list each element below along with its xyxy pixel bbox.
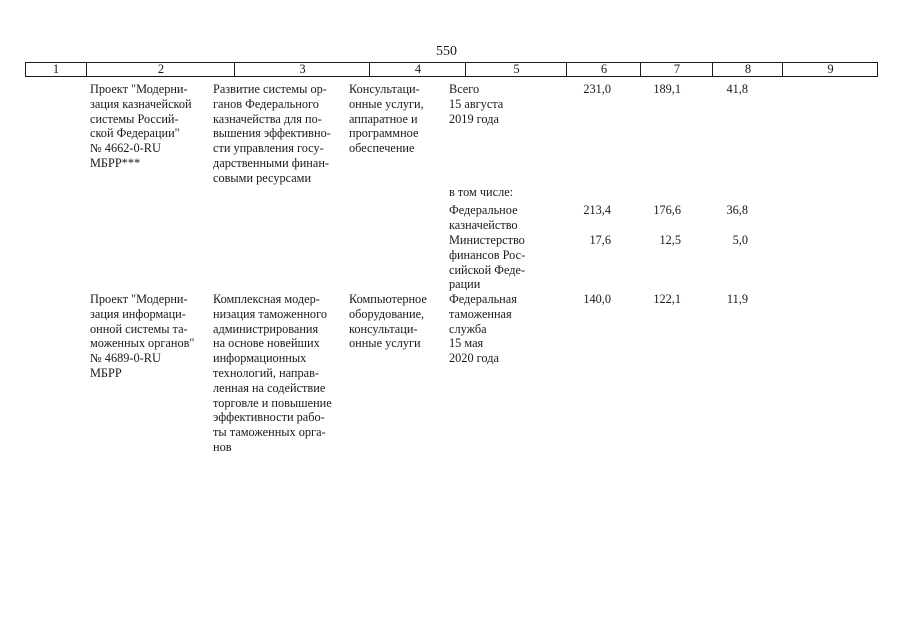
project-name-cell: Проект "Модерни- зация информаци- онной системы та- моженных органов" № 4689-0-RU МБРР [90,292,195,380]
project-name-cell: Проект "Модерни- зация казначейской системы Россий- ской Федерации" № 4662-0-RU МБРР*** [90,82,192,170]
column-header-2: 2 [86,63,235,76]
service-type-cell: Компьютерное оборудование, консультаци- онные услуги [349,292,427,351]
entry-label: Министерство финансов Рос- сийской Феде- рации [449,233,526,292]
column-7-value: 176,6 [653,203,681,217]
column-header-5: 5 [465,63,567,76]
project-purpose-cell: Комплексная модер- низация таможенного администрирования на основе новейших информационных технологий, направ- ленная на содействие торговле и повышение эффективности рабо- ты таможенных орга- нов [213,292,332,454]
table-header-row [25,62,878,77]
column-header-4: 4 [369,63,466,76]
column-7-value: 12,5 [659,233,681,247]
column-6-value: 17,6 [589,233,611,247]
column-header-9: 9 [782,63,878,76]
entry-label: Всего 15 августа 2019 года [449,82,504,126]
entry-label: Федеральная таможенная служба 15 мая 2020 года [449,292,517,366]
column-8-value: 5,0 [732,233,748,247]
column-header-7: 7 [640,63,713,76]
column-header-1: 1 [52,62,60,76]
column-8-value: 41,8 [726,82,748,96]
column-7-value: 189,1 [653,82,681,96]
column-6-value: 213,4 [583,203,611,217]
column-header-8: 8 [712,63,783,76]
column-header-3: 3 [234,63,370,76]
page-number: 550 [436,44,457,59]
column-7-value: 122,1 [653,292,681,306]
column-6-value: 140,0 [583,292,611,306]
column-8-value: 36,8 [726,203,748,217]
service-type-cell: Консультаци- онные услуги, аппаратное и программное обеспечение [349,82,424,156]
column-header-6: 6 [566,63,641,76]
entry-label: Федеральное казначейство [449,203,518,232]
column-6-value: 231,0 [583,82,611,96]
column-8-value: 11,9 [726,292,748,306]
entry-label: в том числе: [449,185,514,199]
project-purpose-cell: Развитие системы ор- ганов Федерального казначейства для по- вышения эффективно- сти управления госу- дарственными финан- совыми ресурсами [213,82,331,185]
